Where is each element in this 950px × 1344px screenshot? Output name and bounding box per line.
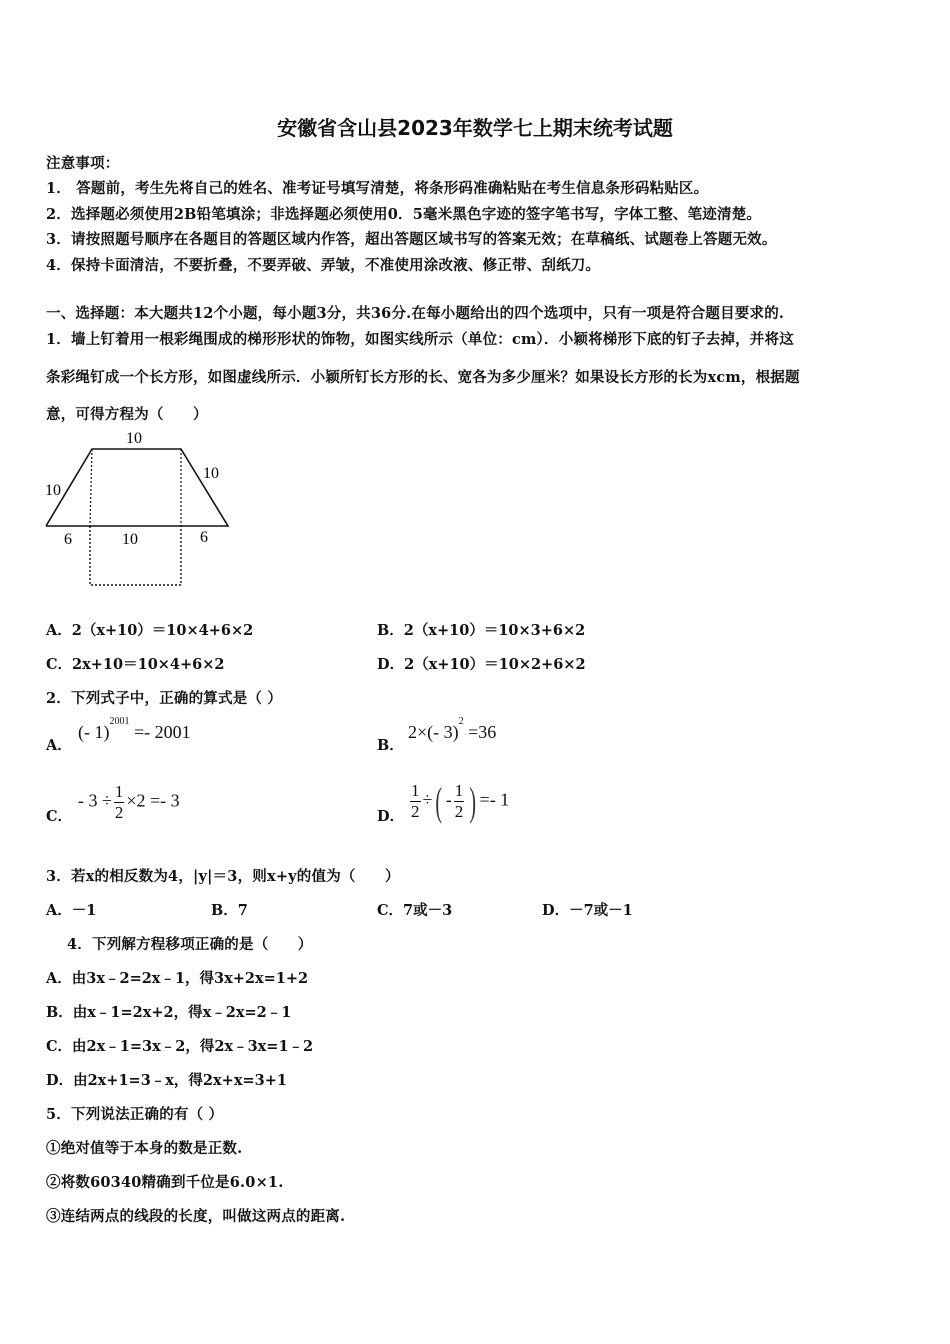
label-left: 10 [45, 482, 61, 499]
notice-item: 3．请按照题号顺序在各题目的答题区域内作答，超出答题区域书写的答案无效；在草稿纸、试题卷上答题无效。 [46, 231, 777, 248]
q1-stem-line2: 条彩绳钉成一个长方形，如图虚线所示．小颖所钉长方形的长、宽各为多少厘米？如果设长方形的长为xcm，根据题 [46, 369, 800, 386]
trapezoid-figure [40, 425, 240, 595]
q2-option-b-label[interactable]: B． [377, 737, 404, 754]
q4-option-b[interactable]: B．由x﹣1=2x+2，得x﹣2x=2﹣1 [46, 1004, 292, 1021]
fraction: $\frac{1}{2}$ [114, 782, 124, 822]
notice-item: 2．选择题必须使用2B铅笔填涂；非选择题必须使用0．5毫米黑色字迹的签字笔书写，字体工整、笔迹清楚。 [46, 206, 762, 223]
q2-option-c-label[interactable]: C． [46, 808, 73, 825]
q1-option-b[interactable]: B．2（x+10）＝10×3+6×2 [377, 622, 586, 639]
q2-option-d-label[interactable]: D． [377, 808, 405, 825]
q4-option-c[interactable]: C．由2x﹣1=3x﹣2，得2x﹣3x=1﹣2 [46, 1038, 314, 1055]
left-dashed-side [90, 449, 92, 526]
q2-option-d-expr[interactable]: $\frac{1}{2}$ ÷( - $\frac{1}{2}$ ) =- 1 [411, 779, 510, 824]
right-paren: ) [469, 779, 477, 824]
notice-item: 1． 答题前，考生先将自己的姓名、准考证号填写清楚，将条形码准确粘贴在考生信息条形码粘贴区。 [46, 180, 709, 197]
q2-option-c-expr[interactable]: - 3 ÷ $\frac{1}{2}$ ×2 =- 3 [78, 782, 180, 822]
q5-statement-2: ②将数60340精确到千位是6.0×1. [46, 1174, 284, 1191]
q4-option-d[interactable]: D．由2x+1=3﹣x，得2x+x=3+1 [46, 1072, 287, 1089]
q2-stem: 2．下列式子中，正确的算式是（ ） [46, 690, 283, 707]
q5-stem: 5．下列说法正确的有（ ） [46, 1106, 224, 1123]
q2-option-a-expr[interactable]: (- 1)$^{2001}$ =- 2001 [78, 716, 191, 742]
page-title: 安徽省含山县2023年数学七上期末统考试题 [277, 116, 673, 140]
q1-option-d[interactable]: D．2（x+10）＝10×2+6×2 [377, 656, 586, 673]
q1-option-c[interactable]: C．2x+10＝10×4+6×2 [46, 656, 225, 673]
label-top: 10 [126, 430, 142, 447]
q4-stem: 4．下列解方程移项正确的是（ ） [67, 936, 313, 953]
label-bottom-mid: 10 [122, 531, 138, 548]
q3-option-d[interactable]: D．－7或－1 [542, 902, 633, 919]
label-bottom-left: 6 [64, 531, 72, 548]
label-right: 10 [203, 465, 219, 482]
q3-option-b[interactable]: B．7 [211, 902, 248, 919]
notice-heading: 注意事项： [46, 155, 120, 172]
q3-option-a[interactable]: A．－1 [46, 902, 97, 919]
q1-stem-line3: 意，可得方程为（ ） [46, 406, 208, 423]
q5-statement-1: ①绝对值等于本身的数是正数. [46, 1140, 243, 1157]
q2-option-b-expr[interactable]: 2×(- 3)$^2$ =36 [408, 716, 497, 742]
fraction: $\frac{1}{2}$ [454, 781, 464, 821]
q2-option-a-label[interactable]: A． [46, 737, 72, 754]
fraction: $\frac{1}{2}$ [411, 781, 420, 821]
left-paren: ( [435, 779, 443, 824]
q4-option-a[interactable]: A．由3x﹣2=2x﹣1，得3x+2x=1+2 [46, 970, 309, 987]
section-header: 一、选择题：本大题共12个小题，每小题3分，共36分.在每小题给出的四个选项中，只有一项是符合题目要求的. [46, 305, 785, 322]
q5-statement-3: ③连结两点的线段的长度，叫做这两点的距离. [46, 1208, 346, 1225]
q1-stem-line1: 1．墙上钉着用一根彩绳围成的梯形形状的饰物，如图实线所示（单位：cm）．小颖将梯形下底的钉子去掉，并将这 [46, 331, 794, 348]
label-bottom-right: 6 [200, 529, 208, 546]
notice-item: 4．保持卡面清洁，不要折叠，不要弄破、弄皱，不准使用涂改液、修正带、刮纸刀。 [46, 257, 601, 274]
trapezoid-outline [46, 449, 228, 526]
q3-option-c[interactable]: C．7或－3 [377, 902, 453, 919]
q3-stem: 3．若x的相反数为4，|y|＝3，则x+y的值为（ ） [46, 868, 400, 885]
q1-option-a[interactable]: A．2（x+10）＝10×4+6×2 [46, 622, 254, 639]
